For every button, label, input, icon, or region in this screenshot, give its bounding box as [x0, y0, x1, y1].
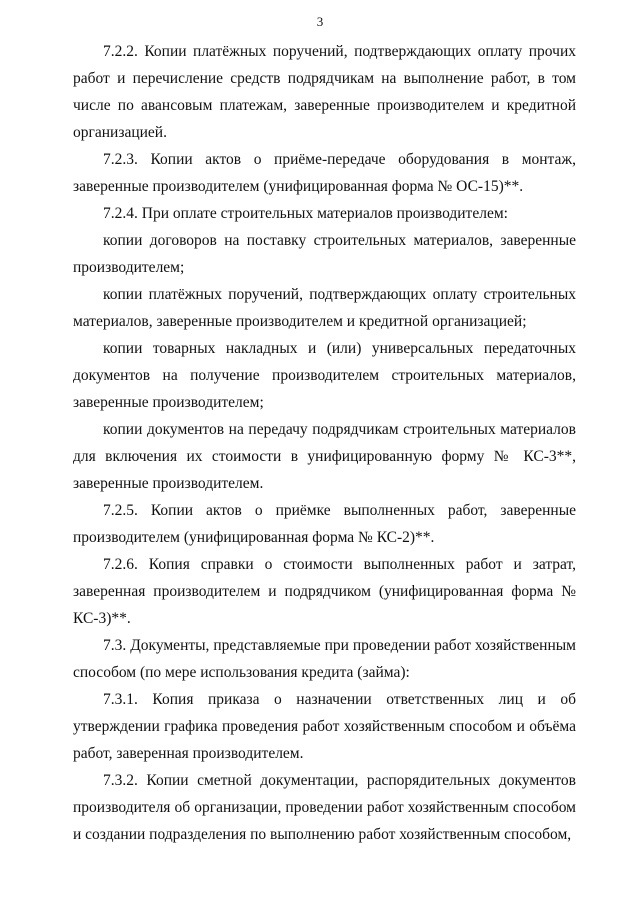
document-body — [73, 38, 576, 848]
paragraph-7-2-3: 7.2.3. Копии актов о приёме-передаче оборудования в монтаж, заверенные производителем (унифицированная форма № ОС-15)**. — [73, 151, 576, 195]
paragraph-7-3-1: 7.3.1. Копия приказа о назначении ответственных лиц и об утверждении графика проведения работ хозяйственным способом и объёма работ, заверенная производителем. — [73, 691, 576, 762]
paragraph-7-3: 7.3. Документы, представляемые при проведении работ хозяйственным способом (по мере использования кредита (займа): — [73, 637, 576, 681]
paragraph-contracts: копии договоров на поставку строительных материалов, заверенные производителем; — [73, 232, 576, 276]
paragraph-7-3-2: 7.3.2. Копии сметной документации, распорядительных документов производителя об организации, проведении работ хозяйственным способом и создании подразделения по выполнению работ хозяйственным способом, — [73, 772, 576, 843]
paragraph-7-2-5: 7.2.5. Копии актов о приёмке выполненных работ, заверенные производителем (унифицированная форма № КС-2)**. — [73, 502, 576, 546]
paragraph-7-2-2: 7.2.2. Копии платёжных поручений, подтверждающих оплату прочих работ и перечисление средств подрядчикам на выполнение работ, в том числе по авансовым платежам, заверенные производителем и кредитной организацией. — [73, 43, 576, 141]
paragraph-7-2-4: 7.2.4. При оплате строительных материалов производителем: — [103, 205, 508, 222]
paragraph-invoices: копии товарных накладных и (или) универсальных передаточных документов на получение производителем строительных материалов, заверенные производителем; — [73, 340, 576, 411]
paragraph-transfer-docs: копии документов на передачу подрядчикам строительных материалов для включения их стоимости в унифицированную форму № КС-3**, заверенные производителем. — [73, 421, 576, 492]
paragraph-7-2-6: 7.2.6. Копия справки о стоимости выполненных работ и затрат, заверенная производителем и подрядчиком (унифицированная форма № КС-3)**. — [73, 556, 576, 627]
page-number: 3 — [316, 14, 324, 29]
paragraph-payment-orders: копии платёжных поручений, подтверждающих оплату строительных материалов, заверенные производителем и кредитной организацией; — [73, 286, 576, 330]
